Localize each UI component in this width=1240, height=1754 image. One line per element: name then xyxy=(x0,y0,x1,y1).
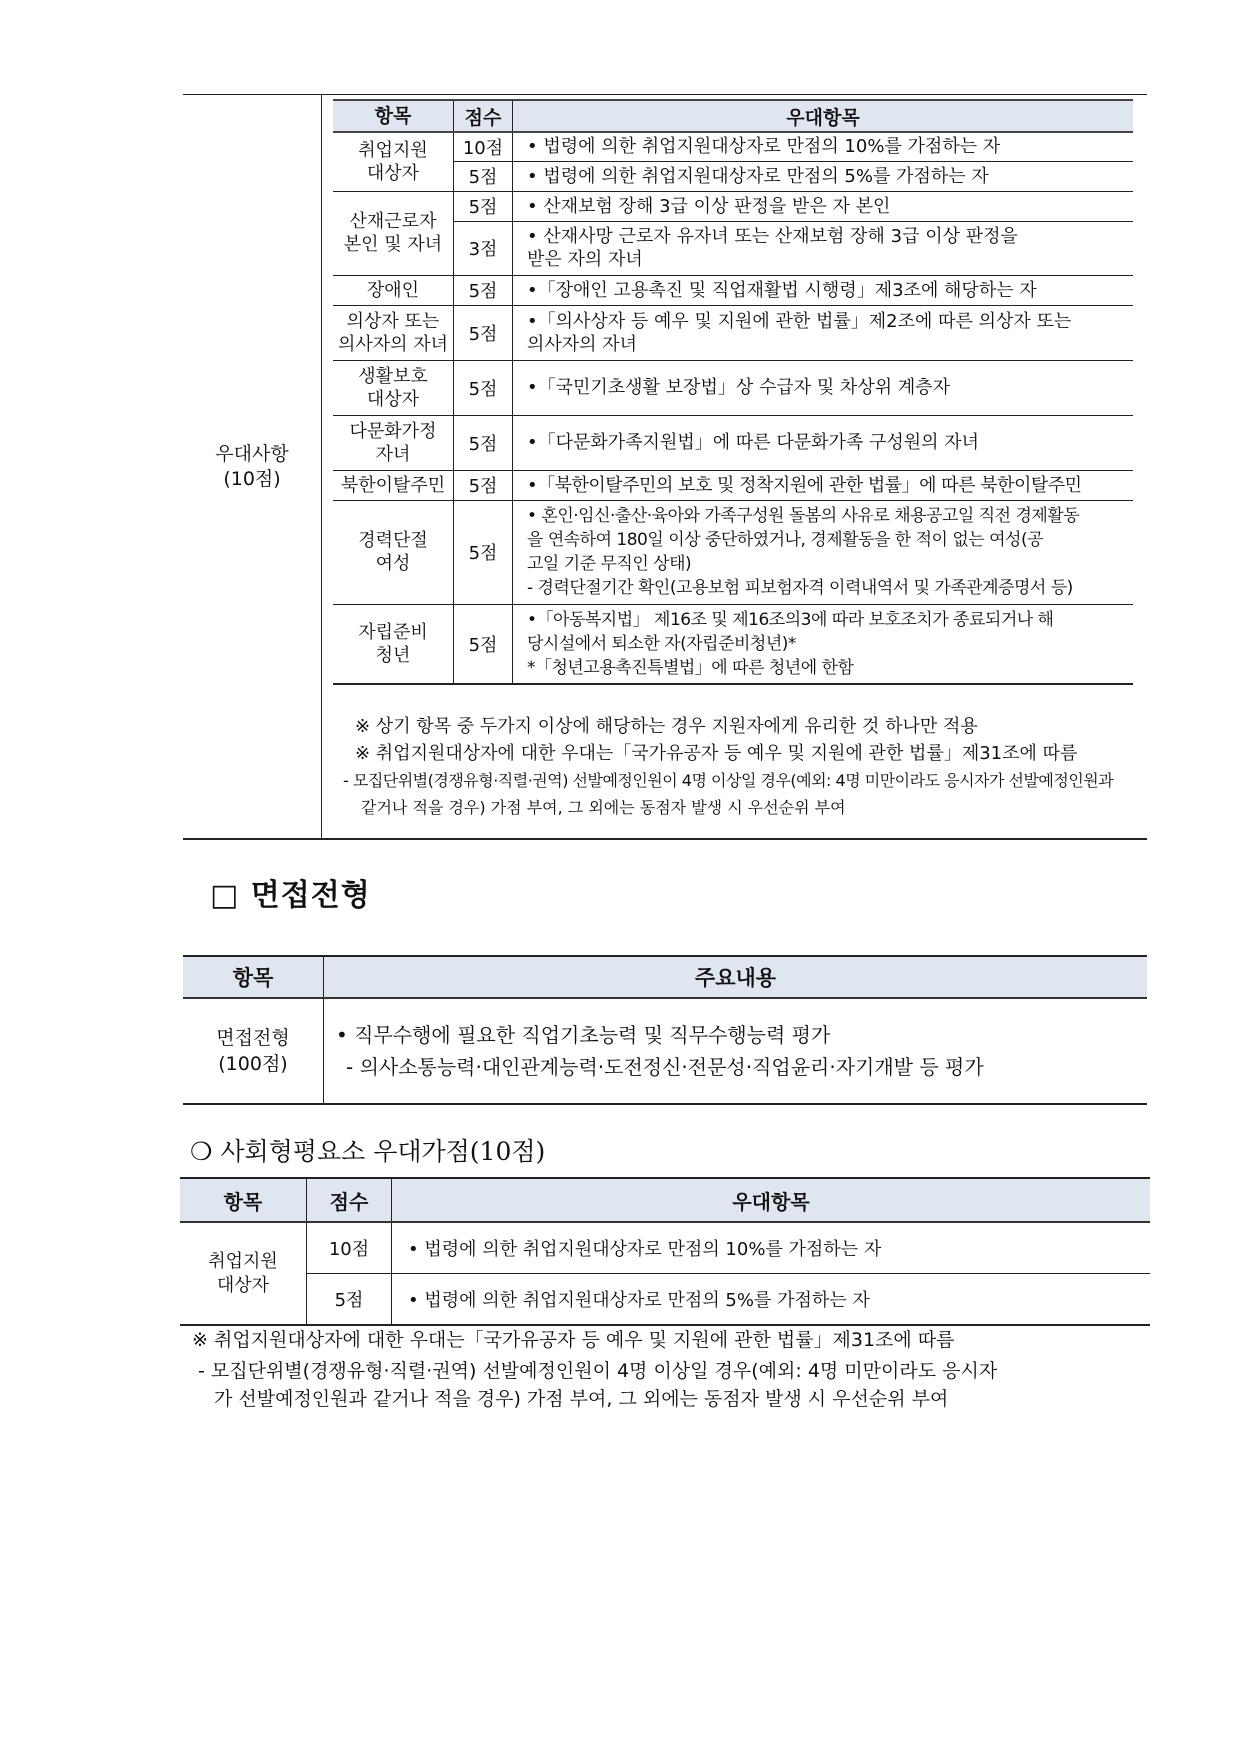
interview-item xyxy=(183,998,324,1104)
header-content: 주요내용 xyxy=(324,956,1148,998)
row-text: • 법령에 의한 취업지원대상자로 만점의 10%를 가점하는 자 xyxy=(513,132,1134,161)
footer-note: - 모집단위별(경쟁유형·직렬·권역) 선발예정인원이 4명 이상일 경우(예외: 4명 미만이라도 응시자 xyxy=(198,1360,998,1382)
row-text: •「아동복지법」 제16조 및 제16조의3에 따라 보호조치가 종료되거나 해 당시설에서 퇴소한 자(자립준비청년)* *「청년고용촉진특별법」에 따른 청년에 한함 xyxy=(513,604,1134,684)
table-row xyxy=(333,500,1133,604)
header-item: 항목 xyxy=(183,956,324,998)
table-row xyxy=(180,1274,1150,1326)
table-row xyxy=(333,275,1133,305)
row-score: 3점 xyxy=(454,221,513,275)
preference-notes xyxy=(343,713,1133,821)
header-preference: 우대항목 xyxy=(513,100,1134,132)
row-score: 5점 xyxy=(307,1274,392,1326)
footer-note: 가 선발예정인원과 같거나 적을 경우) 가점 부여, 그 외에는 동점자 발생 시 우선순위 부여 xyxy=(214,1388,949,1410)
note-line: - 모집단위별(경쟁유형·직렬·권역) 선발예정인원이 4명 이상일 경우(예외: 4명 미만이라도 응시자가 선발예정인원과 xyxy=(343,771,1114,790)
social-equity-table xyxy=(180,1177,1150,1326)
row-text: • 혼인·임신·출산·육아와 가족구성원 돌봄의 사유로 채용공고일 직전 경제활동 을 연속하여 180일 이상 중단하였거나, 경제활동을 한 적이 없는 여성(공 고일 기준 무직인 상태) - 경력단절기간 확인(고용보험 피보험자격 이력내역서 및 가족관계증명서 등) xyxy=(513,500,1134,604)
row-item: 경력단절 여성 xyxy=(333,500,454,604)
note-line: ※ 상기 항목 중 두가지 이상에 해당하는 경우 지원자에게 유리한 것 하나만 적용 xyxy=(355,716,978,737)
row-item: 장애인 xyxy=(333,275,454,305)
row-score: 5점 xyxy=(454,360,513,415)
header-score: 점수 xyxy=(307,1178,392,1222)
row-item: 자립준비 청년 xyxy=(333,604,454,684)
preference-label-points: (10점) xyxy=(223,467,281,490)
table-row xyxy=(180,1222,1150,1274)
preference-label xyxy=(183,95,322,838)
preference-label-title: 우대사항 xyxy=(215,442,289,465)
interview-content-line: - 의사소통능력·대인관계능력·도전정신·전문성·직업윤리·자기개발 등 평가 xyxy=(346,1055,984,1079)
header-item: 항목 xyxy=(333,100,454,132)
row-item: 북한이탈주민 xyxy=(333,470,454,500)
table-row xyxy=(333,191,1133,221)
page-section-title: □ 면접전형 xyxy=(210,878,371,913)
interview-content xyxy=(324,998,1148,1104)
table-row xyxy=(183,998,1147,1104)
table-row xyxy=(333,221,1133,275)
row-text: •「국민기초생활 보장법」상 수급자 및 차상위 계층자 xyxy=(513,360,1134,415)
row-score: 5점 xyxy=(454,500,513,604)
table-row xyxy=(333,360,1133,415)
table-row xyxy=(333,305,1133,360)
table-row xyxy=(333,132,1133,161)
header-preference: 우대항목 xyxy=(392,1178,1151,1222)
table-row xyxy=(333,161,1133,191)
preference-inner-table xyxy=(333,99,1133,685)
row-text: • 법령에 의한 취업지원대상자로 만점의 5%를 가점하는 자 xyxy=(513,161,1134,191)
row-text: •「장애인 고용촉진 및 직업재활법 시행령」제3조에 해당하는 자 xyxy=(513,275,1134,305)
row-score: 5점 xyxy=(454,305,513,360)
row-score: 5점 xyxy=(454,191,513,221)
table-row xyxy=(333,415,1133,470)
note-line: 같거나 적을 경우) 가점 부여, 그 외에는 동점자 발생 시 우선순위 부여 xyxy=(361,798,846,817)
row-score: 10점 xyxy=(454,132,513,161)
row-item: 다문화가정 자녀 xyxy=(333,415,454,470)
row-text: •「다문화가족지원법」에 따른 다문화가족 구성원의 자녀 xyxy=(513,415,1134,470)
interview-table xyxy=(183,955,1147,1105)
row-score: 5점 xyxy=(454,470,513,500)
row-text: • 법령에 의한 취업지원대상자로 만점의 5%를 가점하는 자 xyxy=(408,1290,870,1311)
row-score: 5점 xyxy=(454,161,513,191)
row-text: •「북한이탈주민의 보호 및 정착지원에 관한 법률」에 따른 북한이탈주민 xyxy=(513,470,1134,500)
row-score: 10점 xyxy=(307,1222,392,1274)
row-score: 5점 xyxy=(454,604,513,684)
interview-item-name: 면접전형 xyxy=(216,1027,290,1049)
preference-table xyxy=(183,94,1147,840)
header-score: 점수 xyxy=(454,100,513,132)
row-score: 5점 xyxy=(454,275,513,305)
interview-item-points: (100점) xyxy=(218,1053,288,1075)
row-text: • 법령에 의한 취업지원대상자로 만점의 10%를 가점하는 자 xyxy=(392,1222,1151,1274)
row-item: 취업지원 대상자 xyxy=(333,132,454,191)
row-item: 산재근로자 본인 및 자녀 xyxy=(333,191,454,275)
header-item: 항목 xyxy=(180,1178,307,1222)
row-item: 생활보호 대상자 xyxy=(333,360,454,415)
table-row xyxy=(333,604,1133,684)
row-text: •「의사상자 등 예우 및 지원에 관한 법률」제2조에 따른 의상자 또는 의사자의 자녀 xyxy=(513,305,1134,360)
social-equity-title: ❍ 사회형평요소 우대가점(10점) xyxy=(190,1137,546,1166)
interview-content-line: • 직무수행에 필요한 직업기초능력 및 직무수행능력 평가 xyxy=(336,1023,831,1047)
row-score: 5점 xyxy=(454,415,513,470)
row-item: 취업지원 대상자 xyxy=(180,1222,307,1325)
row-text: • 산재보험 장해 3급 이상 판정을 받은 자 본인 xyxy=(513,191,1134,221)
note-line: ※ 취업지원대상자에 대한 우대는「국가유공자 등 예우 및 지원에 관한 법률」제31조에 따름 xyxy=(355,743,1078,764)
footer-note: ※ 취업지원대상자에 대한 우대는「국가유공자 등 예우 및 지원에 관한 법률」제31조에 따름 xyxy=(192,1329,955,1351)
row-item: 의상자 또는 의사자의 자녀 xyxy=(333,305,454,360)
row-text: • 산재사망 근로자 유자녀 또는 산재보험 장해 3급 이상 판정을 받은 자의 자녀 xyxy=(513,221,1134,275)
table-row xyxy=(333,470,1133,500)
